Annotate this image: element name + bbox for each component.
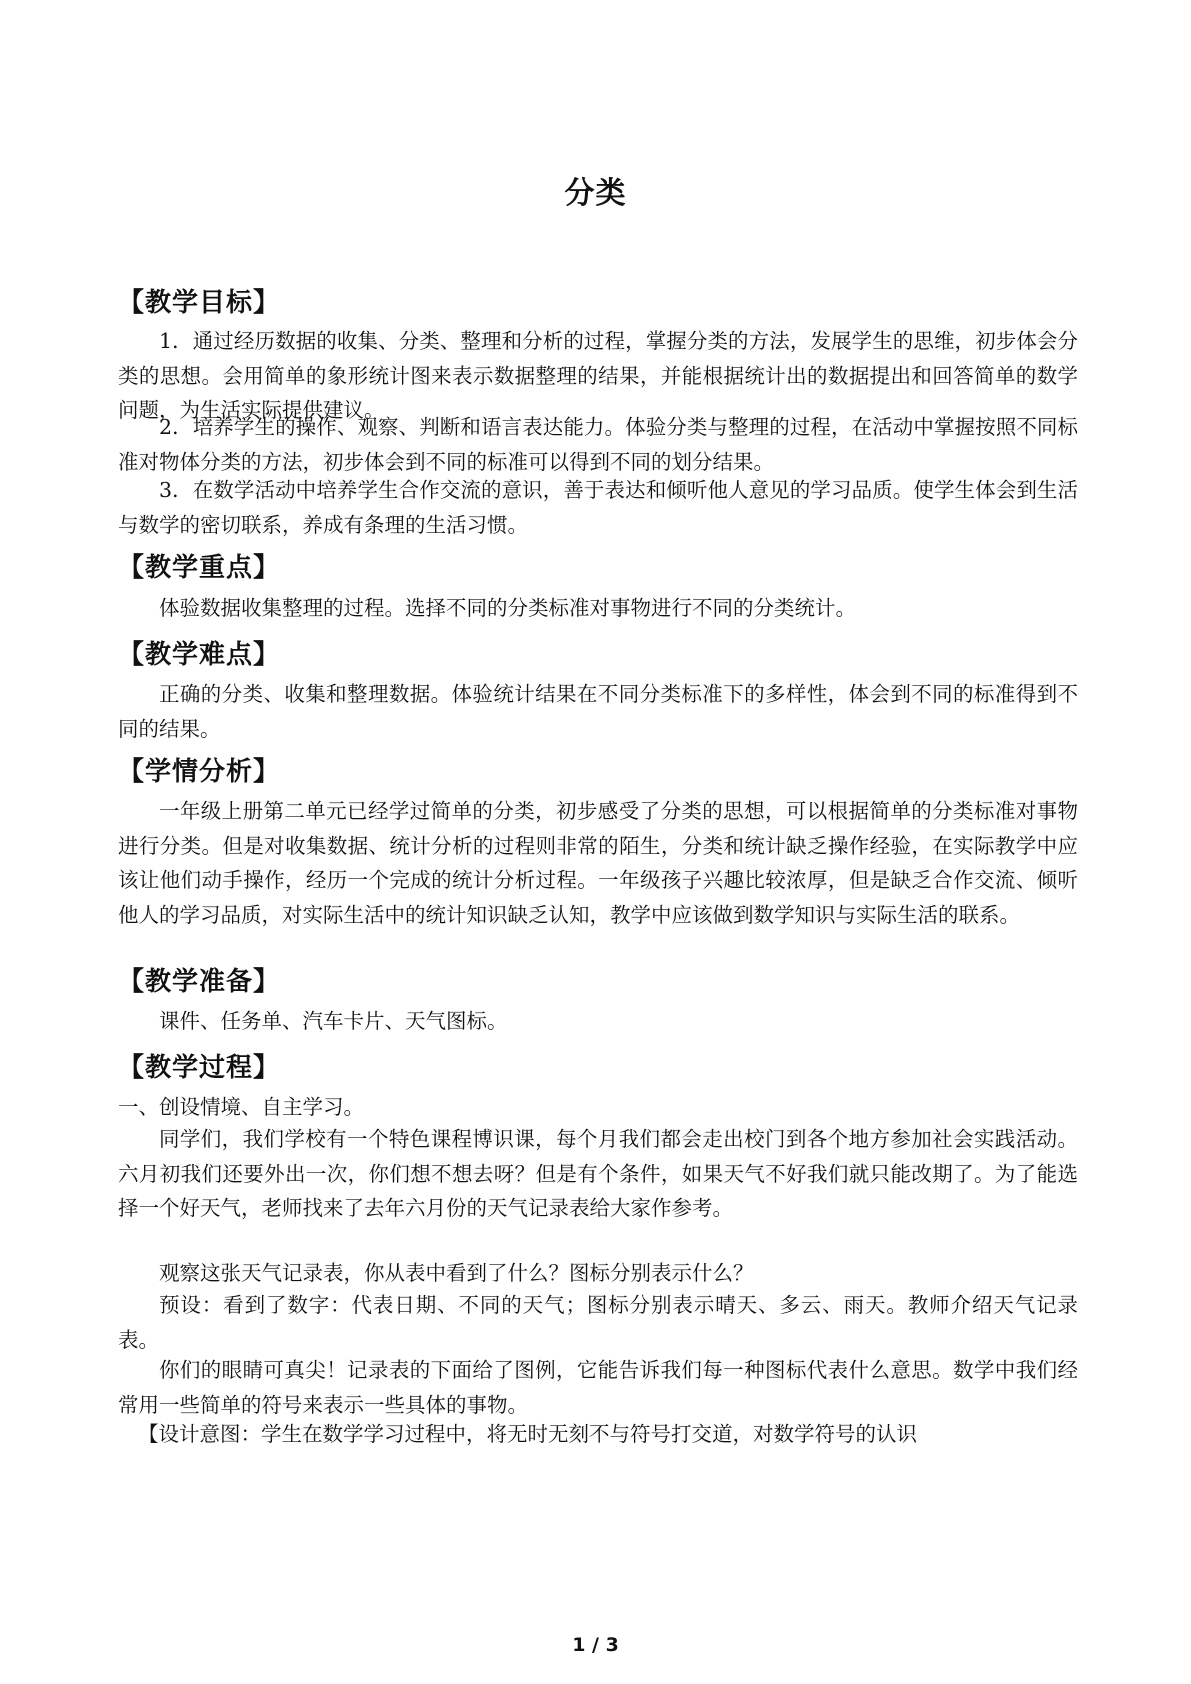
design-intent-note: 【设计意图：学生在数学学习过程中，将无时无刻不与符号打交道，对数学符号的认识 xyxy=(138,1422,917,1446)
preparation-text: 课件、任务单、汽车卡片、天气图标。 xyxy=(159,1009,508,1033)
heading-analysis: 【学情分析】 xyxy=(118,757,281,787)
heading-preparation: 【教学准备】 xyxy=(118,967,281,997)
process-paragraph-3: 预设：看到了数字：代表日期、不同的天气；图标分别表示晴天、多云、雨天。教师介绍天气记录表。 xyxy=(118,1293,1078,1352)
heading-process: 【教学过程】 xyxy=(118,1053,281,1083)
key-points-text: 体验数据收集整理的过程。选择不同的分类标准对事物进行不同的分类统计。 xyxy=(159,596,856,620)
objective-item-3: 3．在数学活动中培养学生合作交流的意识，善于表达和倾听他人意见的学习品质。使学生体会到生活与数学的密切联系，养成有条理的生活习惯。 xyxy=(118,478,1078,537)
heading-difficulties: 【教学难点】 xyxy=(118,640,281,670)
objective-item-1: 1．通过经历数据的收集、分类、整理和分析的过程，掌握分类的方法，发展学生的思维，初步体会分类的思想。会用简单的象形统计图来表示数据整理的结果，并能根据统计出的数据提出和回答简单的数学问题，为生活实际提供建议。 xyxy=(118,329,1078,422)
objective-item-2: 2．培养学生的操作、观察、判断和语言表达能力。体验分类与整理的过程，在活动中掌握按照不同标准对物体分类的方法，初步体会到不同的标准可以得到不同的划分结果。 xyxy=(118,415,1078,474)
difficulties-text: 正确的分类、收集和整理数据。体验统计结果在不同分类标准下的多样性，体会到不同的标准得到不同的结果。 xyxy=(118,682,1078,741)
page-title: 分类 xyxy=(564,176,627,211)
process-paragraph-4: 你们的眼睛可真尖！记录表的下面给了图例，它能告诉我们每一种图标代表什么意思。数学中我们经常用一些简单的符号来表示一些具体的事物。 xyxy=(118,1358,1078,1417)
process-step-1-title: 一、创设情境、自主学习。 xyxy=(118,1095,364,1119)
process-paragraph-1: 同学们，我们学校有一个特色课程博识课，每个月我们都会走出校门到各个地方参加社会实践活动。六月初我们还要外出一次，你们想不想去呀？但是有个条件，如果天气不好我们就只能改期了。为了能选择一个好天气，老师找来了去年六月份的天气记录表给大家作参考。 xyxy=(118,1127,1078,1220)
analysis-text: 一年级上册第二单元已经学过简单的分类，初步感受了分类的思想，可以根据简单的分类标准对事物进行分类。但是对收集数据、统计分析的过程则非常的陌生，分类和统计缺乏操作经验，在实际教学中应该让他们动手操作，经历一个完成的统计分析过程。一年级孩子兴趣比较浓厚，但是缺乏合作交流、倾听他人的学习品质，对实际生活中的统计知识缺乏认知，教学中应该做到数学知识与实际生活的联系。 xyxy=(118,799,1078,927)
heading-key-points: 【教学重点】 xyxy=(118,553,281,583)
heading-objectives: 【教学目标】 xyxy=(118,288,281,318)
page-number: 1 / 3 xyxy=(572,1634,619,1656)
process-paragraph-2: 观察这张天气记录表，你从表中看到了什么？图标分别表示什么？ xyxy=(159,1261,754,1285)
